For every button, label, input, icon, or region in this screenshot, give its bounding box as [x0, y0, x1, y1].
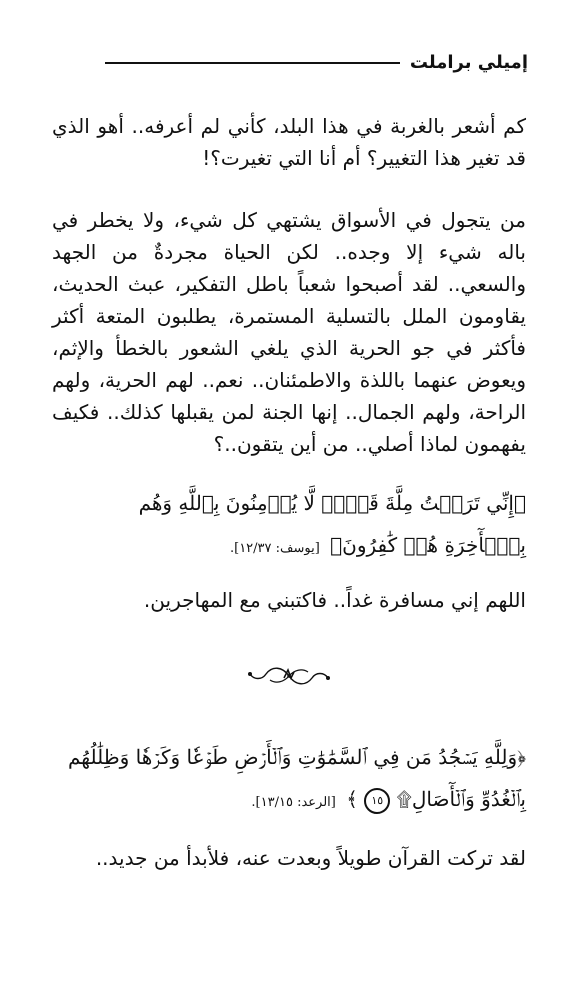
- ayah-number-icon: ١٥: [364, 788, 390, 814]
- quran-verse-2: [52, 736, 526, 824]
- running-header: [60, 52, 528, 73]
- paragraph-2: من يتجول في الأسواق يشتهي كل شيء، ولا يخطر في باله شيء إلا وجده.. لكن الحياة مجردةٌ من الجهد والسعي.. لقد أصبحوا شعباً باطل التفكير، عبث الحديث، يقاومون الملل بالتسلية المستمرة، يطلبون المتعة أكثر فأكثر في جو الحرية الذي يلغي الشعور بالخطأ والإثم، ويعوض عنهما باللذة والاطمئنان.. نعم.. لهم الحرية، ولهم الراحة، ولهم الجمال.. إنها الجنة لمن يقبلها كذلك.. فكيف يفهمون لماذا أصلي.. من أين يتقون..؟: [52, 208, 526, 456]
- paragraph-3: اللهم إني مسافرة غداً.. فاكتبني مع المهاجرين.: [143, 588, 526, 612]
- header-title: إميلي براملت: [409, 52, 528, 73]
- flourish-icon: [244, 656, 334, 696]
- paragraph-4: لقد تركت القرآن طويلاً وبعدت عنه، فلأبدأ من جديد..: [95, 846, 526, 870]
- header-rule: [105, 62, 400, 64]
- verse-1-reference: [يوسف: ١٢/٣٧].: [229, 541, 320, 556]
- verse-2-text: ﴿وَلِلَّهِ يَسۡجُدُ مَن فِي ٱلسَّمَٰوَٰتِ وَٱلۡأَرۡضِ طَوۡعٗا وَكَرۡهٗا وَظِلَٰلُهُم بِٱلۡغُدُوِّ وَٱلۡأٓصَالِ۩: [67, 745, 526, 811]
- paragraph-1: كم أشعر بالغربة في هذا البلد، كأني لم أعرفه.. أهو الذي قد تغير هذا التغيير؟ أم أنا التي تغيرت؟!: [52, 114, 526, 170]
- verse-1-text: ﴿إِنِّي تَرَكۡتُ مِلَّةَ قَوۡمٖ لَّا يُؤۡمِنُونَ بِٱللَّهِ وَهُم بِٱلۡأٓخِرَةِ هُمۡ كَٰفِرُونَ﴾: [138, 491, 526, 557]
- page-body: [52, 110, 526, 874]
- quran-verse-1: [52, 482, 526, 570]
- verse-2-close: ﴾: [346, 787, 358, 811]
- ornament-divider: [52, 656, 526, 696]
- verse-2-reference: [الرعد: ١٣/١٥].: [251, 795, 336, 810]
